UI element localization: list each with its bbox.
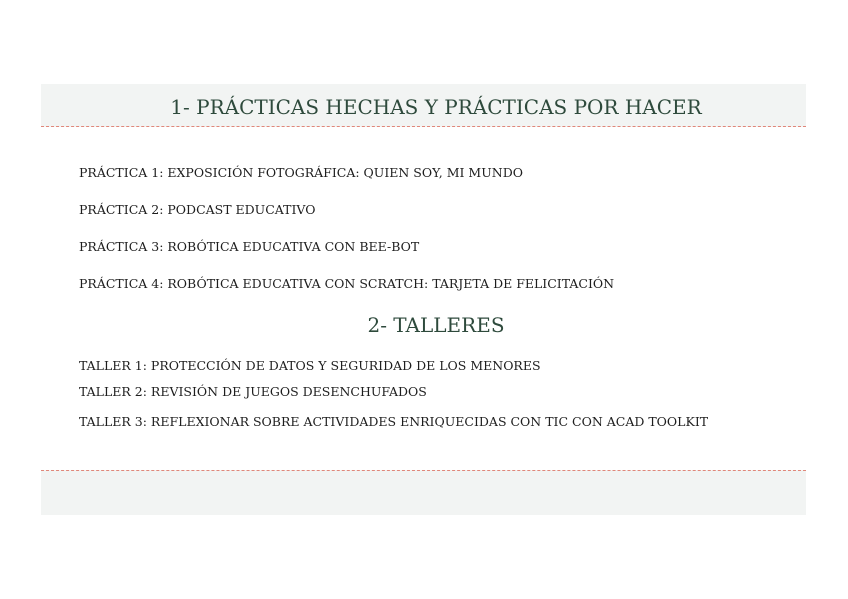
taller-item-3: TALLER 3: REFLEXIONAR SOBRE ACTIVIDADES ENRIQUECIDAS CON TIC CON ACAD TOOLKIT: [79, 414, 709, 429]
practica-item-1: PRÁCTICA 1: EXPOSICIÓN FOTOGRÁFICA: QUIEN SOY, MI MUNDO: [79, 165, 523, 180]
practica-item-3: PRÁCTICA 3: ROBÓTICA EDUCATIVA CON BEE-BOT: [79, 239, 420, 254]
page-title: 1- PRÁCTICAS HECHAS Y PRÁCTICAS POR HACER: [170, 95, 702, 119]
footer-band: [41, 470, 806, 515]
section-title-talleres: 2- TALLERES: [367, 313, 505, 337]
taller-item-2: TALLER 2: REVISIÓN DE JUEGOS DESENCHUFADOS: [79, 384, 427, 399]
practica-item-2: PRÁCTICA 2: PODCAST EDUCATIVO: [79, 202, 316, 217]
taller-item-1: TALLER 1: PROTECCIÓN DE DATOS Y SEGURIDAD DE LOS MENORES: [79, 358, 541, 373]
practica-item-4: PRÁCTICA 4: ROBÓTICA EDUCATIVA CON SCRATCH: TARJETA DE FELICITACIÓN: [79, 276, 615, 291]
